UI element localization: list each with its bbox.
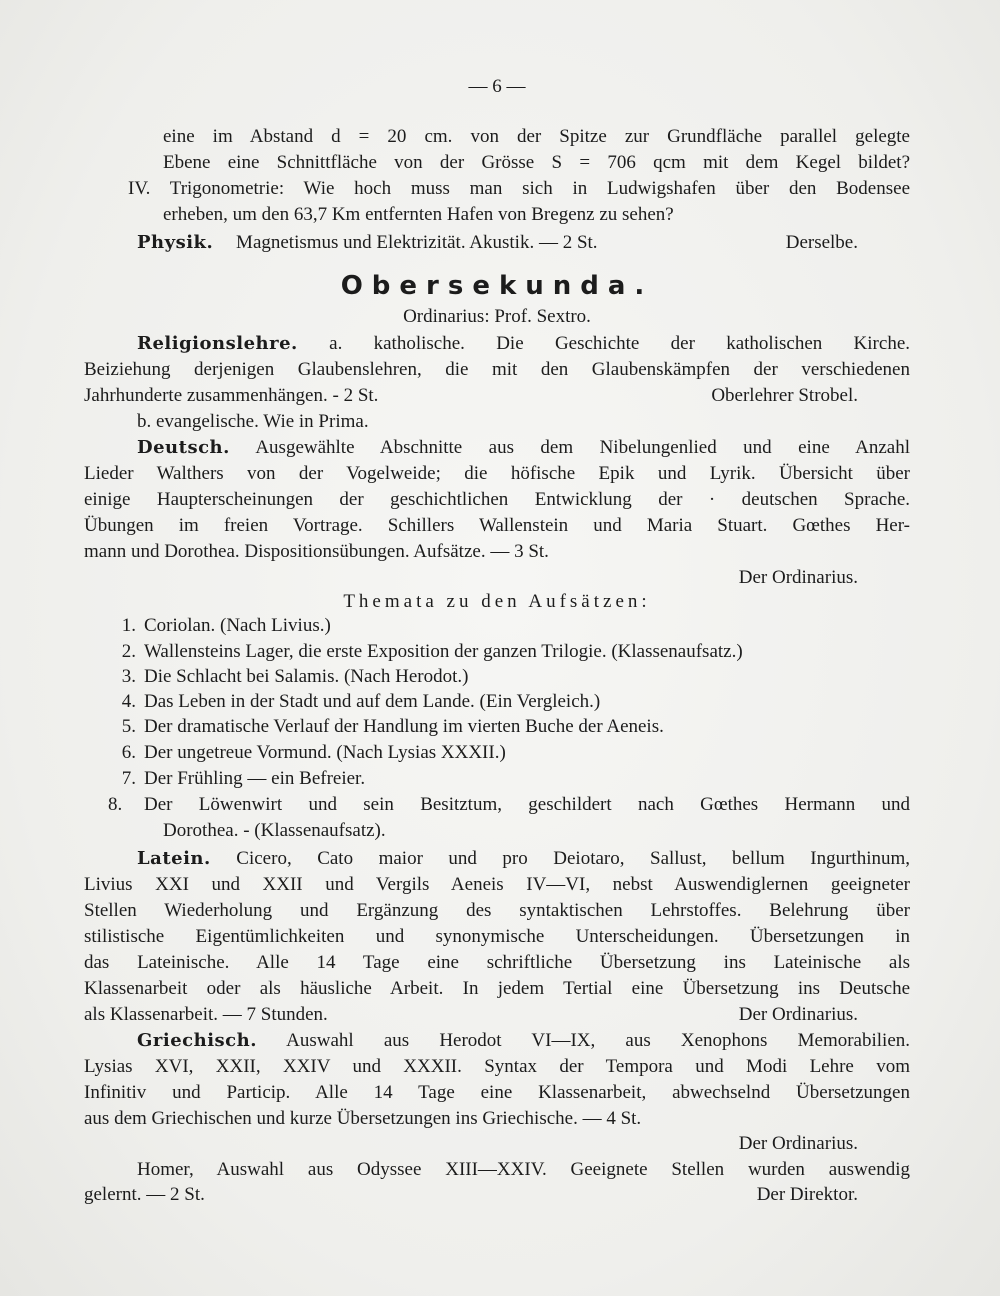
- physik-text: Magnetismus und Elektrizität. Akustik. — 2 St.: [236, 232, 598, 253]
- deutsch-line-5: mann und Dorothea. Dispositionsübungen. Aufsätze. — 3 St.: [84, 541, 549, 562]
- math-line-1: eine im Abstand d = 20 cm. von der Spitze zur Grundfläche parallel gelegte: [163, 126, 910, 147]
- griechisch-teacher: Der Ordinarius.: [738, 1133, 858, 1154]
- theme-item: 8. Der Löwenwirt und sein Besitztum, geschildert nach Gœthes Hermann und: [108, 794, 910, 815]
- deutsch-line-3: einige Haupterscheinungen der geschichtlichen Entwicklung der · deutschen Sprache.: [84, 489, 910, 510]
- theme-item: 5. Der dramatische Verlauf der Handlung im vierten Buche der Aeneis.: [121, 716, 664, 737]
- page-number: — 6 —: [468, 76, 526, 97]
- religion-line-3: [84, 383, 858, 409]
- latein-line-5: das Lateinische. Alle 14 Tage eine schriftliche Übersetzung ins Lateinische als: [84, 952, 910, 973]
- physik-teacher: Derselbe.: [785, 232, 858, 253]
- latein-line-6: Klassenarbeit oder als häusliche Arbeit. In jedem Tertial eine Übersetzung ins Deutsche: [84, 978, 910, 999]
- physik-line: [137, 230, 858, 256]
- griechisch-line-3: Infinitiv und Particip. Alle 14 Tage eine Klassenarbeit, abwechselnd Übersetzungen: [84, 1082, 910, 1103]
- math-line-2: Ebene eine Schnittfläche von der Grösse S = 706 qcm mit dem Kegel bildet?: [163, 152, 910, 173]
- deutsch-line-1: [137, 435, 910, 461]
- latein-line-1: [137, 846, 910, 872]
- math-line-4: erheben, um den 63,7 Km entfernten Hafen von Bregenz zu sehen?: [163, 204, 674, 225]
- deutsch-line-1-text: Ausgewählte Abschnitte aus dem Nibelungenlied und eine Anzahl: [255, 437, 911, 458]
- section-ordinarius: Ordinarius: Prof. Sextro.: [403, 306, 591, 327]
- griechisch-line-4: aus dem Griechischen und kurze Übersetzungen ins Griechische. — 4 St.: [84, 1108, 642, 1129]
- latein-teacher: Der Ordinarius.: [738, 1004, 858, 1025]
- latein-line-3: Stellen Wiederholung und Ergänzung des syntaktischen Lehrstoffes. Belehrung über: [84, 900, 910, 921]
- griechisch-line-1: [137, 1028, 910, 1054]
- latein-heading: Latein.: [137, 848, 211, 869]
- latein-line-2: Livius XXI und XXII und Vergils Aeneis IV—VI, nebst Auswendiglernen geeigneter: [84, 874, 910, 895]
- religion-line-2: Beiziehung derjenigen Glaubenslehren, die mit den Glaubenskämpfen der verschiedenen: [84, 359, 910, 380]
- griechisch-line-1-text: Auswahl aus Herodot VI—IX, aus Xenophons Memorabilien.: [286, 1030, 911, 1051]
- theme-item-continuation: Dorothea. - (Klassenaufsatz).: [163, 820, 386, 841]
- latein-line-7: [84, 1002, 858, 1028]
- physik-heading: Physik.: [137, 232, 214, 253]
- latein-line-4: stilistische Eigentümlichkeiten und synonymische Unterscheidungen. Übersetzungen in: [84, 926, 910, 947]
- latein-line-1-text: Cicero, Cato maior und pro Deiotaro, Sallust, bellum Ingurthinum,: [236, 848, 911, 869]
- section-title: Obersekunda.: [340, 271, 654, 301]
- religion-line-3-text: Jahrhunderte zusammenhängen. - 2 St.: [84, 385, 379, 406]
- theme-item: 1. Coriolan. (Nach Livius.): [121, 615, 331, 636]
- theme-item: 4. Das Leben in der Stadt und auf dem Lande. (Ein Vergleich.): [121, 691, 601, 712]
- deutsch-heading: Deutsch.: [137, 437, 230, 458]
- religion-line-4: b. evangelische. Wie in Prima.: [137, 411, 369, 432]
- griechisch-line-2: Lysias XVI, XXII, XXIV und XXXII. Syntax der Tempora und Modi Lehre vom: [84, 1056, 910, 1077]
- homer-line-1: Homer, Auswahl aus Odyssee XIII—XXIV. Geeignete Stellen wurden auswendig: [137, 1159, 910, 1180]
- theme-item: 7. Der Frühling — ein Befreier.: [121, 768, 366, 789]
- religion-heading: Religionslehre.: [137, 333, 298, 354]
- math-line-3: IV. Trigonometrie: Wie hoch muss man sich in Ludwigshafen über den Bodensee: [128, 178, 910, 199]
- deutsch-line-4: Übungen im freien Vortrage. Schillers Wallenstein und Maria Stuart. Gœthes Her-: [84, 515, 910, 536]
- religion-line-1: [137, 331, 910, 357]
- deutsch-line-2: Lieder Walthers von der Vogelweide; die höfische Epik und Lyrik. Übersicht über: [84, 463, 910, 484]
- theme-item: 2. Wallensteins Lager, die erste Exposition der ganzen Trilogie. (Klassenaufsatz.): [121, 641, 743, 662]
- latein-line-7-text: als Klassenarbeit. — 7 Stunden.: [84, 1004, 328, 1025]
- griechisch-heading: Griechisch.: [137, 1030, 257, 1051]
- homer-teacher: Der Direktor.: [756, 1184, 858, 1205]
- deutsch-teacher: Der Ordinarius.: [738, 567, 858, 588]
- homer-line-2-text: gelernt. — 2 St.: [84, 1184, 205, 1205]
- homer-line-2: [84, 1182, 858, 1208]
- theme-item: 3. Die Schlacht bei Salamis. (Nach Herodot.): [121, 666, 469, 687]
- religion-teacher: Oberlehrer Strobel.: [711, 385, 858, 406]
- themes-heading: Themata zu den Aufsätzen:: [343, 591, 651, 612]
- religion-line-1-text: a. katholische. Die Geschichte der katholischen Kirche.: [329, 333, 910, 354]
- theme-item: 6. Der ungetreue Vormund. (Nach Lysias XXXII.): [121, 742, 506, 763]
